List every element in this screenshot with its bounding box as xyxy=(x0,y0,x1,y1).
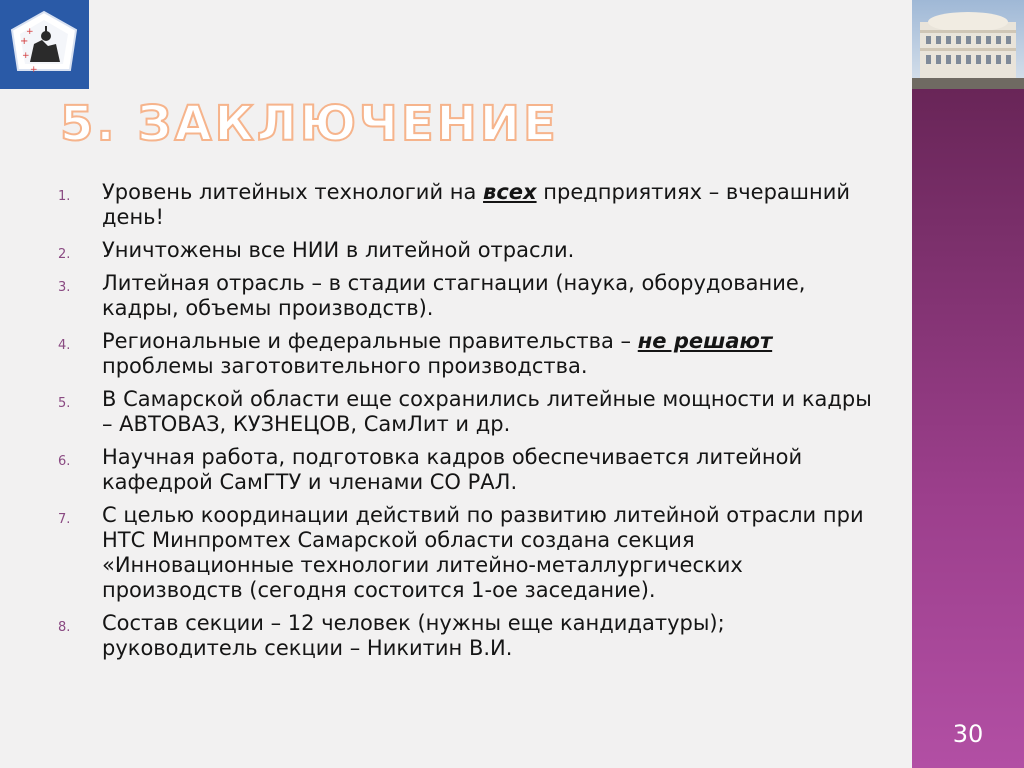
item-text: В Самарской области еще сохранились литейные мощности и кадры – АВТОВАЗ, КУЗНЕЦОВ, СамЛит и др. xyxy=(102,387,872,436)
list-item xyxy=(58,611,878,661)
decorative-side-panel xyxy=(912,0,1024,768)
item-number: 4. xyxy=(58,338,71,353)
university-building-photo xyxy=(912,0,1024,89)
item-number: 5. xyxy=(58,396,71,411)
conclusion-list xyxy=(58,180,878,669)
list-item xyxy=(58,180,878,230)
item-text: Уничтожены все НИИ в литейной отрасли. xyxy=(102,238,575,262)
list-item xyxy=(58,445,878,495)
item-text: Уровень литейных технологий на всех предприятиях – вчерашний день! xyxy=(102,180,851,229)
item-number: 8. xyxy=(58,620,71,635)
university-emblem-icon xyxy=(0,0,89,89)
slide-title: 5. ЗАКЛЮЧЕНИЕ xyxy=(60,96,559,152)
item-number: 6. xyxy=(58,454,71,469)
item-text: С целью координации действий по развитию литейной отрасли при НТС Минпромтех Самарской области создана секция «Инновационные технологии литейно-металлургических производств (сегодня состоится 1-ое заседание). xyxy=(102,503,864,602)
emphasis-text: всех xyxy=(483,180,537,204)
item-text: Состав секции – 12 человек (нужны еще кандидатуры); руководитель секции – Никитин В.И. xyxy=(102,611,725,660)
item-number: 2. xyxy=(58,247,71,262)
item-text: Литейная отрасль – в стадии стагнации (наука, оборудование, кадры, объемы производств). xyxy=(102,271,806,320)
list-item xyxy=(58,271,878,321)
svg-text:+: + xyxy=(30,65,38,75)
svg-text:+: + xyxy=(20,36,29,47)
list-item xyxy=(58,329,878,379)
list-item xyxy=(58,503,878,603)
item-text: Региональные и федеральные правительства – не решают проблемы заготовительного производства. xyxy=(102,329,773,378)
list-item xyxy=(58,238,878,263)
emphasis-text: не решают xyxy=(637,329,773,353)
svg-text:+: + xyxy=(26,27,34,37)
item-number: 3. xyxy=(58,280,71,295)
item-text: Научная работа, подготовка кадров обеспечивается литейной кафедрой СамГТУ и членами СО РАЛ. xyxy=(102,445,803,494)
svg-text:+: + xyxy=(22,51,30,61)
page-number: 30 xyxy=(952,720,984,748)
item-number: 7. xyxy=(58,512,71,527)
list-item xyxy=(58,387,878,437)
item-number: 1. xyxy=(58,189,71,204)
